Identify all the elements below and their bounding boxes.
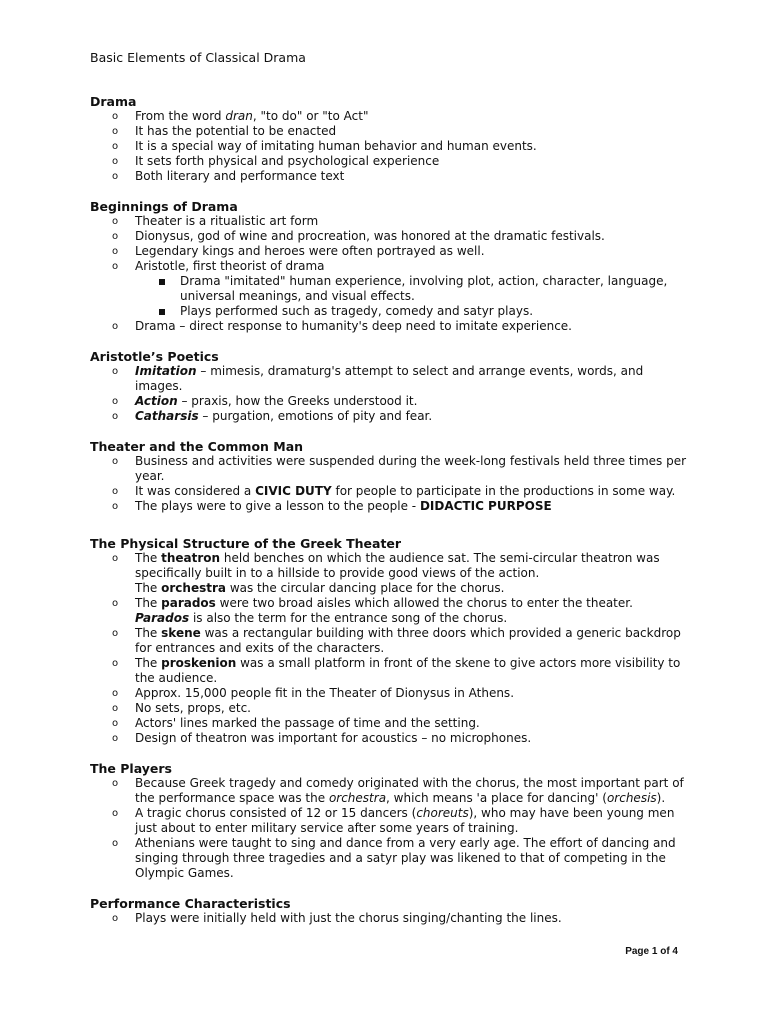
bullet-icon: o	[112, 396, 119, 407]
sub-list-item: Plays performed such as tragedy, comedy and satyr plays.	[135, 304, 690, 319]
list-item: o Athenians were taught to sing and dance from a very early age. The effort of dancing and singing through three tragedies and a satyr play was likened to that of competing in the Olympic Games.	[112, 836, 676, 880]
section-heading: The Physical Structure of the Greek Theater	[90, 536, 402, 551]
list-item: o Imitation – mimesis, dramaturg's attempt to select and arrange events, words, and images.	[112, 364, 644, 393]
list-item: o It has the potential to be enacted	[112, 124, 337, 138]
bullet-icon: o	[112, 321, 119, 332]
list-item: o Action – praxis, how the Greeks understood it.	[112, 394, 418, 408]
bullet-icon: o	[112, 703, 119, 714]
bullet-icon: o	[112, 141, 119, 152]
square-bullet-icon	[159, 279, 165, 285]
section-performance	[90, 896, 690, 926]
bullet-icon: o	[112, 501, 119, 512]
bullet-icon: o	[112, 553, 119, 564]
section-heading: The Players	[90, 761, 172, 776]
bullet-icon: o	[112, 411, 119, 422]
section-common-man	[90, 439, 690, 514]
bullet-icon: o	[112, 111, 119, 122]
bullet-icon: o	[112, 126, 119, 137]
list-item: o The proskenion was a small platform in front of the skene to give actors more visibility to the audience.	[112, 656, 681, 685]
list-item: o Legendary kings and heroes were often portrayed as well.	[112, 244, 485, 258]
bullet-icon: o	[112, 486, 119, 497]
bullet-icon: o	[112, 156, 119, 167]
sub-list-item: Drama "imitated" human experience, involving plot, action, character, language, universal meanings, and visual effects.	[135, 274, 690, 304]
list-item: o Because Greek tragedy and comedy originated with the chorus, the most important part of the performance space was the orchestra, which means 'a place for dancing' (orchesis).	[112, 776, 684, 805]
section-beginnings	[90, 199, 690, 334]
list-item: o From the word dran, "to do" or "to Act"	[112, 109, 369, 123]
section-heading: Performance Characteristics	[90, 896, 291, 911]
bullet-icon: o	[112, 733, 119, 744]
bullet-icon: o	[112, 231, 119, 242]
bullet-icon: o	[112, 598, 119, 609]
list-item: o It sets forth physical and psychological experience	[112, 154, 440, 168]
list-item: o Actors' lines marked the passage of time and the setting.	[112, 716, 480, 730]
document-title: Basic Elements of Classical Drama	[90, 50, 306, 65]
bullet-icon: o	[112, 171, 119, 182]
section-drama	[90, 94, 690, 184]
bullet-icon: o	[112, 456, 119, 467]
page-number: Page 1 of 4	[625, 946, 678, 957]
list-item: o The parados were two broad aisles which allowed the chorus to enter the theater. Parados is also the term for the entrance song of the chorus.	[112, 596, 633, 625]
bullet-icon: o	[112, 688, 119, 699]
square-bullet-icon	[159, 309, 165, 315]
section-physical-structure	[90, 536, 690, 746]
list-item: o Plays were initially held with just the chorus singing/chanting the lines.	[112, 911, 562, 925]
list-item: o Aristotle, first theorist of drama Drama "imitated" human experience, involving plot, action, character, language, universal meanings, and visual effects. Plays performed such as tragedy, comedy and satyr plays.	[90, 259, 690, 319]
bullet-icon: o	[112, 778, 119, 789]
bullet-icon: o	[112, 838, 119, 849]
bullet-icon: o	[112, 808, 119, 819]
bullet-icon: o	[112, 246, 119, 257]
list-item: o It was considered a CIVIC DUTY for people to participate in the productions in some way.	[112, 484, 676, 498]
document-page	[90, 50, 690, 941]
section-poetics	[90, 349, 690, 424]
list-item: o Dionysus, god of wine and procreation, was honored at the dramatic festivals.	[112, 229, 605, 243]
bullet-icon: o	[112, 628, 119, 639]
bullet-icon: o	[112, 658, 119, 669]
list-item: o The theatron held benches on which the audience sat. The semi-circular theatron was specifically built in to a hillside to provide good views of the action. The orchestra was the circular dancing place for the chorus.	[112, 551, 660, 595]
list-item: o Both literary and performance text	[112, 169, 345, 183]
bullet-icon: o	[112, 366, 119, 377]
list-item: o The skene was a rectangular building with three doors which provided a generic backdrop for entrances and exits of the characters.	[112, 626, 681, 655]
list-item: o Business and activities were suspended during the week-long festivals held three times per year.	[112, 454, 687, 483]
bullet-icon: o	[112, 718, 119, 729]
section-players	[90, 761, 690, 881]
bullet-icon: o	[112, 261, 119, 272]
section-heading: Beginnings of Drama	[90, 199, 238, 214]
section-heading: Drama	[90, 94, 137, 109]
list-item: o A tragic chorus consisted of 12 or 15 dancers (choreuts), who may have been young men just about to enter military service after some years of training.	[112, 806, 675, 835]
list-item: o Design of theatron was important for acoustics – no microphones.	[112, 731, 532, 745]
list-item: o The plays were to give a lesson to the people - DIDACTIC PURPOSE	[112, 499, 552, 513]
list-item: o It is a special way of imitating human behavior and human events.	[112, 139, 537, 153]
list-item: o Theater is a ritualistic art form	[112, 214, 319, 228]
section-heading: Aristotle’s Poetics	[90, 349, 219, 364]
list-item: o Approx. 15,000 people fit in the Theater of Dionysus in Athens.	[112, 686, 515, 700]
list-item: o Drama – direct response to humanity's deep need to imitate experience.	[112, 319, 572, 333]
list-item: o Catharsis – purgation, emotions of pity and fear.	[112, 409, 433, 423]
section-heading: Theater and the Common Man	[90, 439, 304, 454]
bullet-icon: o	[112, 216, 119, 227]
list-item: o No sets, props, etc.	[112, 701, 251, 715]
bullet-icon: o	[112, 913, 119, 924]
